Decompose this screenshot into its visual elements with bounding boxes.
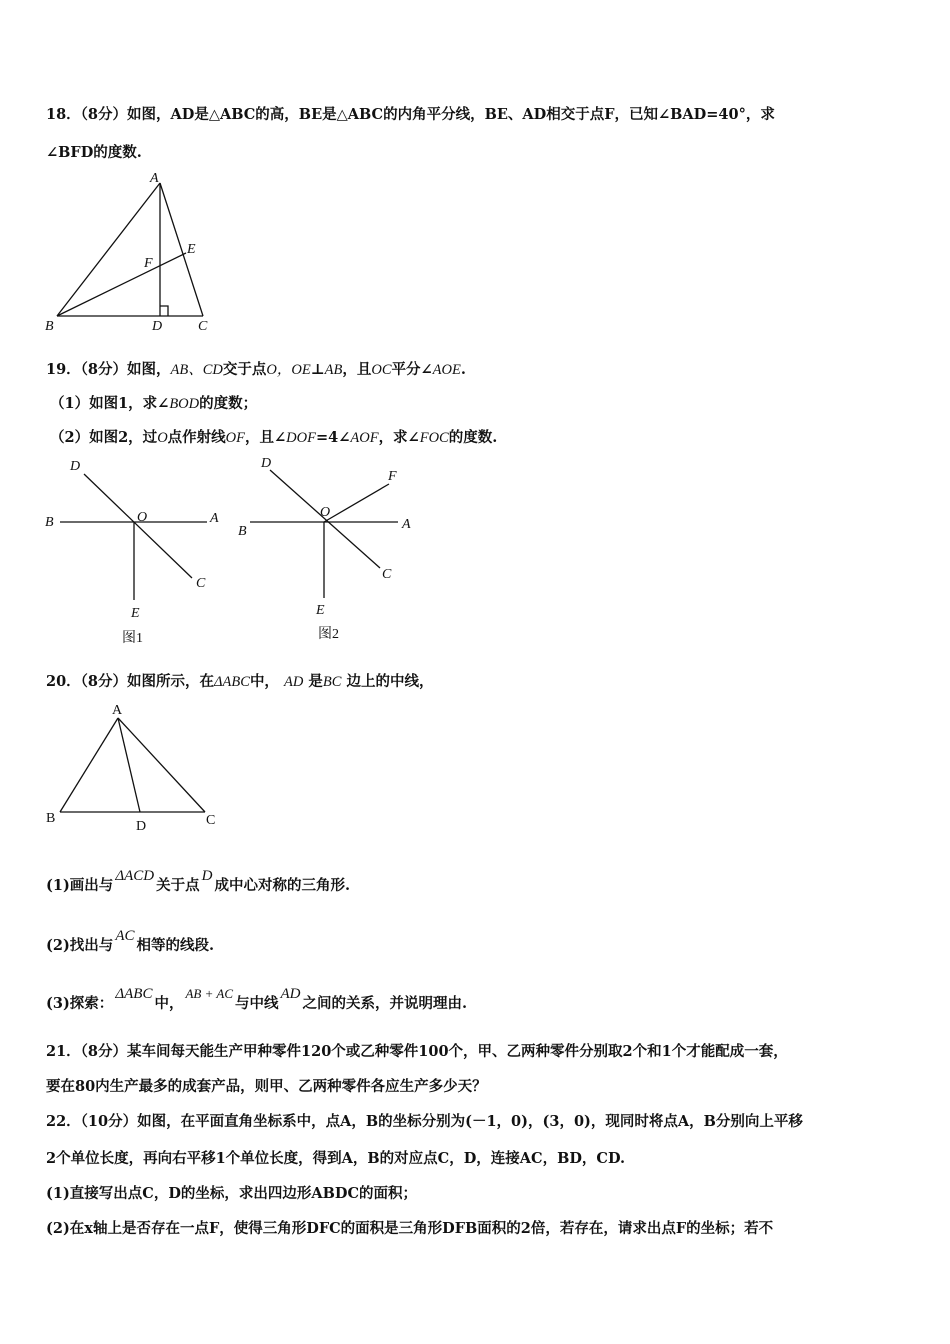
q19-l1-m4: OC: [371, 362, 392, 378]
q20-p1-t1: (1)画出与: [46, 877, 114, 894]
q20-p3-t4: 之间的关系，并说明理由.: [302, 995, 468, 1012]
q19-f2-label-D: D: [261, 456, 272, 471]
q19-p2-m3: DOF: [286, 430, 316, 446]
q20-label-D: D: [136, 819, 147, 834]
q20-label-A: A: [112, 703, 123, 718]
q19-f2-label-E: E: [316, 603, 325, 618]
q20-p2-t1: (2)找出与: [46, 937, 114, 954]
q19-f2-label-F: F: [388, 469, 397, 484]
q19-p2-m4: AOF: [350, 430, 379, 446]
q19-p1-m1: BOD: [169, 396, 200, 412]
q19-f2-label-O: O: [320, 505, 331, 520]
q22-line4: (2)在x轴上是否存在一点F，使得三角形DFC的面积是三角形DFB面积的2倍，若存在，请求出点F的坐标；若不: [46, 1220, 774, 1237]
q19-l1-m5: AOE: [432, 362, 461, 378]
q19-l1-m1: AB、CD: [170, 362, 223, 378]
q19-p2-t5: ，求∠: [378, 429, 420, 446]
q19-l1-t5: 平分∠: [391, 361, 433, 378]
q19-f1-label-D: D: [70, 459, 81, 474]
q19-p2-m1: O: [157, 430, 168, 446]
q19-f1-label-E: E: [131, 606, 140, 621]
q19-p2-t1: （2）如图2，过: [50, 429, 158, 446]
q19-f1-label-O: O: [137, 510, 148, 525]
q19-f2-label-A: A: [402, 517, 411, 532]
q19-l1-m2: O，OE: [266, 362, 311, 378]
q22-line3: (1)直接写出点C，D的坐标，求出四边形ABDC的面积；: [46, 1185, 418, 1202]
q20-p2-t2: 相等的线段.: [136, 937, 215, 954]
q20-p1-m2: D: [201, 868, 213, 884]
q19-f1-caption: 图1: [122, 631, 143, 646]
q19-p2-m5: FOC: [419, 430, 449, 446]
q20-p1-t2: 关于点: [156, 877, 200, 894]
q20-p3-m3: AD: [280, 986, 301, 1002]
q21-line2: 要在80内生产最多的成套产品，则甲、乙两种零件各应生产多少天？: [46, 1078, 487, 1095]
q20-l1-m3: BC: [322, 674, 342, 690]
q22-line2: 2个单位长度，再向右平移1个单位长度，得到A，B的对应点C，D，连接AC，BD，CD.: [46, 1150, 626, 1167]
q18-label-A: A: [150, 171, 159, 186]
q20-part1: [46, 868, 351, 895]
q20-p1-m1: ΔACD: [115, 868, 155, 884]
q20-part3: [46, 986, 468, 1013]
q22-line1: 22．（10分）如图，在平面直角坐标系中，点A，B的坐标分别为(－1，0)，(3，0)，现同时将点A，B分别向上平移: [46, 1113, 803, 1130]
q20-part2: [46, 928, 215, 955]
q19-p1-t1: （1）如图1，求∠: [50, 395, 170, 412]
q18-line2: ∠BFD的度数.: [46, 144, 142, 161]
q19-p2-t3: ，且∠: [245, 429, 287, 446]
q19-l1-t2: 交于点: [222, 361, 267, 378]
q20-l1-t2: 中，: [249, 673, 279, 690]
q20-p3-m1: ΔABC: [115, 986, 153, 1002]
q19-f1-label-B: B: [45, 515, 54, 530]
q19-l1-t1: 19．（8分）如图，: [46, 361, 171, 378]
q19-f1-label-A: A: [210, 511, 219, 526]
q18-label-D: D: [152, 319, 163, 334]
q19-p2-t6: 的度数.: [448, 429, 498, 446]
q19-f1-label-C: C: [196, 576, 206, 591]
q19-p2-m2: OF: [225, 430, 246, 446]
q20-p3-t1: (3)探索：: [46, 995, 114, 1012]
q19-p2-t4: =4∠: [315, 429, 351, 446]
q19-f2-label-B: B: [238, 524, 247, 539]
q18-label-E: E: [187, 242, 196, 257]
q19-f2-label-C: C: [382, 567, 392, 582]
q20-p3-t3: 与中线: [234, 995, 279, 1012]
q19-l1-t3: ⊥: [310, 361, 325, 378]
q20-side-AC: [118, 718, 205, 812]
q20-median-AD: [118, 718, 140, 812]
q20-p1-t3: 成中心对称的三角形.: [214, 877, 351, 894]
q20-p2-m1: AC: [115, 928, 135, 944]
q20-label-C: C: [206, 813, 216, 828]
q18-line1: 18．（8分）如图，AD是△ABC的高，BE是△ABC的内角平分线，BE、AD相交于点F，已知∠BAD=40°，求: [46, 106, 775, 123]
q18-label-B: B: [45, 319, 54, 334]
q19-p1-t2: 的度数；: [199, 395, 258, 412]
q20-label-B: B: [46, 811, 56, 826]
q20-l1-t4: 边上的中线，: [346, 673, 434, 690]
q20-l1-t3: 是: [308, 673, 323, 690]
q18-label-C: C: [198, 319, 208, 334]
q19-f2-caption: 图2: [318, 627, 339, 642]
q18-label-F: F: [144, 256, 153, 271]
q20-l1-m2: AD: [284, 674, 304, 690]
q20-side-AB: [60, 718, 118, 812]
q20-p3-m2: AB + AC: [185, 986, 233, 1001]
q20-l1-m1: ΔABC: [214, 674, 250, 690]
q19-l1-t4: ，且: [342, 361, 372, 378]
q19-l1-t6: .: [460, 361, 466, 378]
q19-p2-t2: 点作射线: [167, 429, 226, 446]
q20-l1-t1: 20．（8分）如图所示，在: [46, 673, 215, 690]
q21-line1: 21．（8分）某车间每天能生产甲种零件120个或乙种零件100个，甲、乙两种零件分别取2个和1个才能配成一套，: [46, 1043, 788, 1060]
q20-p3-t2: 中，: [154, 995, 184, 1012]
q19-l1-m3: AB: [324, 362, 343, 378]
